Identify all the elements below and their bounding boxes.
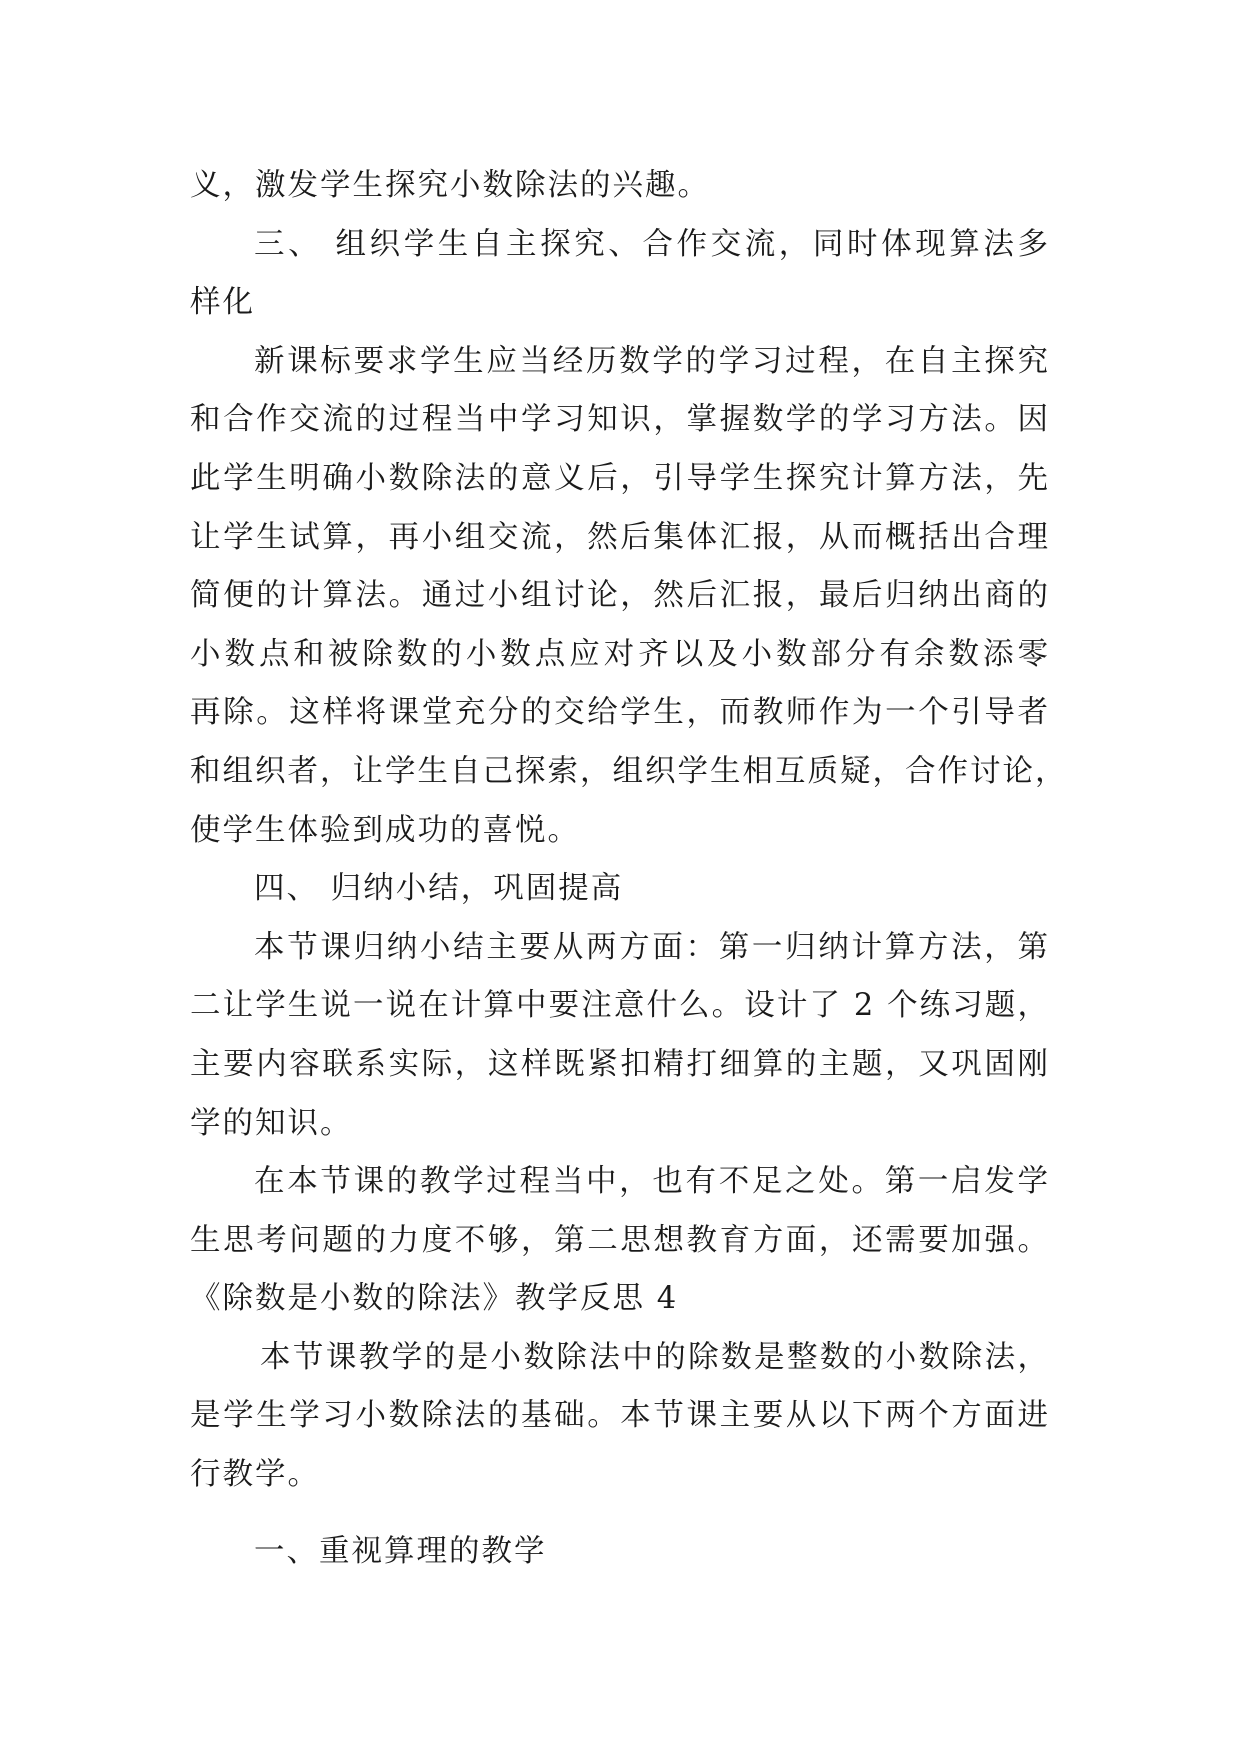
text-line: 再除。这样将课堂充分的交给学生，而教师作为一个引导者: [190, 695, 1050, 731]
document-body: [190, 157, 1068, 1581]
text-line: 行教学。: [190, 1457, 320, 1493]
section-heading: 四、 归纳小结，巩固提高: [254, 871, 624, 907]
paragraph-start: 新课标要求学生应当经历数学的学习过程，在自主探究: [254, 343, 1050, 379]
text-line: 简便的计算法。通过小组讨论，然后汇报，最后归纳出商的: [190, 578, 1050, 614]
document-title: 《除数是小数的除法》教学反思 4: [190, 1281, 679, 1317]
text-line: 让学生试算，再小组交流，然后集体汇报，从而概括出合理: [190, 519, 1050, 555]
paragraph-start: 本节课归纳小结主要从两方面：第一归纳计算方法，第: [254, 929, 1050, 965]
text-line: 学的知识。: [190, 1105, 353, 1141]
text-line: 样化: [190, 285, 255, 321]
paragraph-start: 本节课教学的是小数除法中的除数是整数的小数除法，: [260, 1339, 1050, 1375]
blank-line: [190, 1505, 1050, 1523]
text-line: 此学生明确小数除法的意义后，引导学生探究计算方法，先: [190, 460, 1050, 496]
text-line: 主要内容联系实际，这样既紧扣精打细算的主题，又巩固刚: [190, 1046, 1050, 1082]
section-heading: 三、 组织学生自主探究、合作交流，同时体现算法多: [254, 226, 1050, 262]
text-line: 和合作交流的过程当中学习知识，掌握数学的学习方法。因: [190, 402, 1050, 438]
text-line: 小数点和被除数的小数点应对齐以及小数部分有余数添零: [190, 636, 1050, 672]
text-line: 和组织者，让学生自己探索，组织学生相互质疑，合作讨论，: [190, 753, 1068, 789]
text-line: 生思考问题的力度不够，第二思想教育方面，还需要加强。: [190, 1222, 1050, 1258]
paragraph-start: 在本节课的教学过程当中，也有不足之处。第一启发学: [254, 1164, 1050, 1200]
text-line: 是学生学习小数除法的基础。本节课主要从以下两个方面进: [190, 1398, 1050, 1434]
text-line: 使学生体验到成功的喜悦。: [190, 812, 580, 848]
text-line: 义，激发学生探究小数除法的兴趣。: [190, 168, 710, 203]
text-line: 二让学生说一说在计算中要注意什么。设计了 2 个练习题，: [190, 988, 1050, 1024]
section-heading: 一、重视算理的教学: [254, 1533, 547, 1569]
